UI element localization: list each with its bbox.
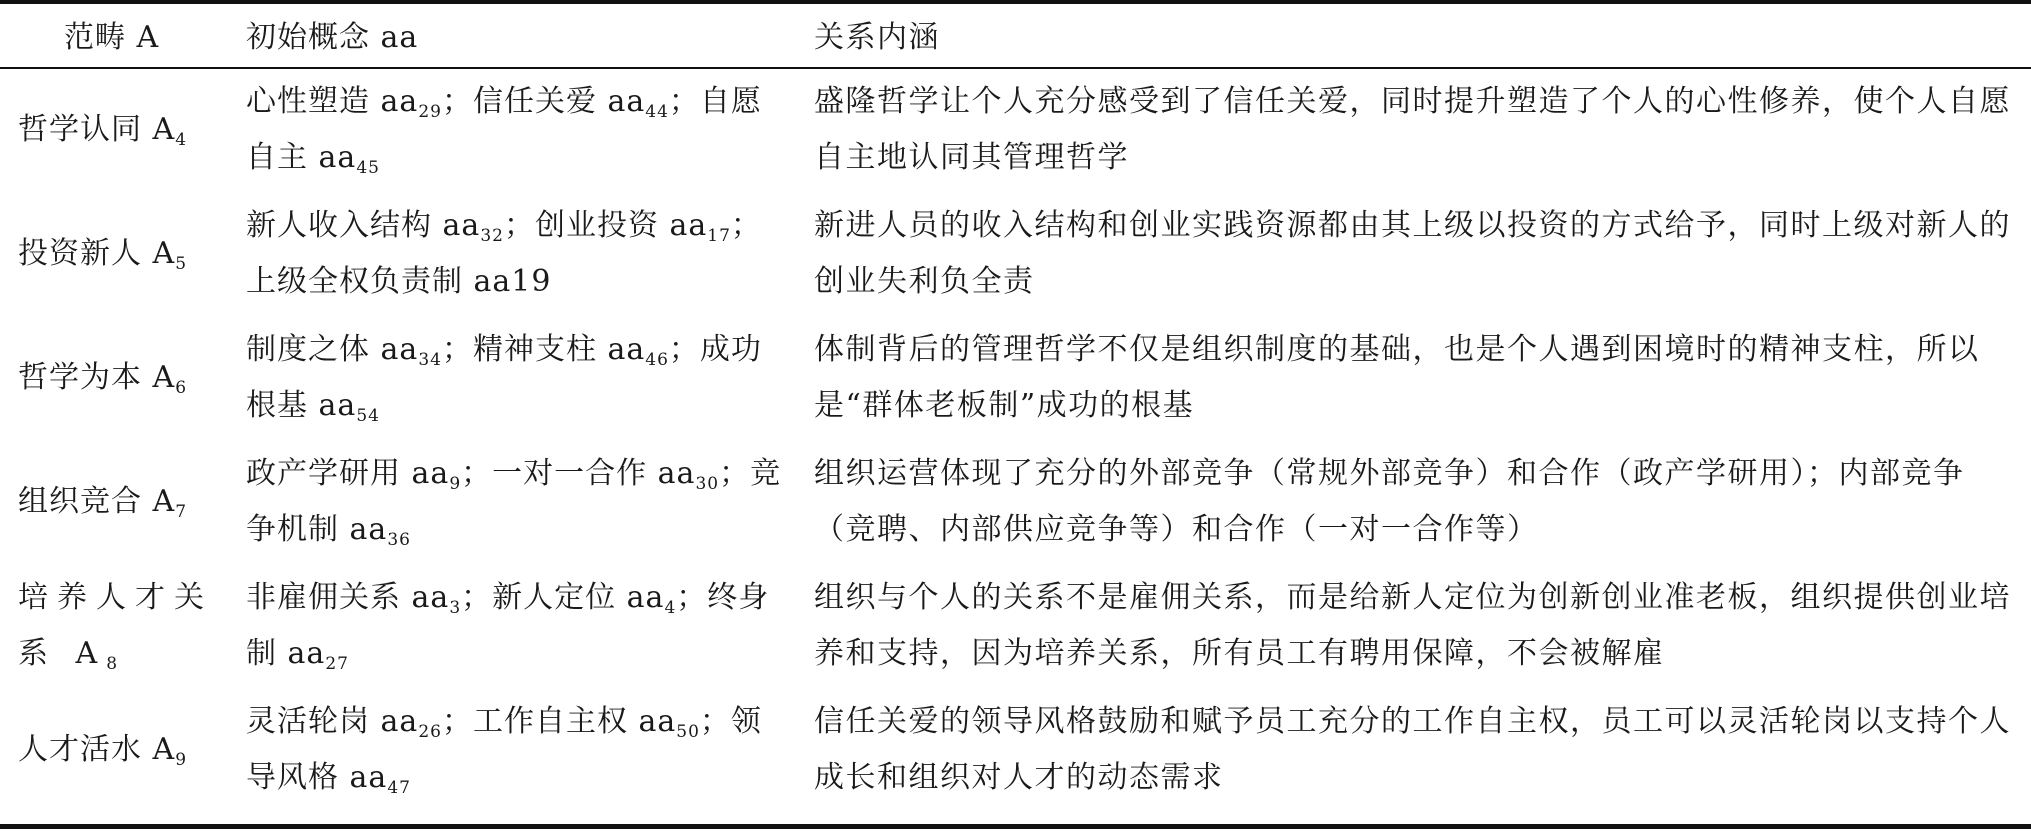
relation-meaning-cell: 信任关爱的领导风格鼓励和赋予员工充分的工作自主权，员工可以灵活轮岗以支持个人成长和组织对人才的动态需求 [814,704,2011,795]
concept-text: ；自愿自主 aa [246,84,762,175]
concept-text: ；精神支柱 aa [441,332,646,367]
concept-subscript: 46 [645,350,669,370]
concept-text: 心性塑造 aa [246,84,419,119]
concept-subscript: 32 [480,226,504,246]
concept-text: ；竞争机制 aa [246,456,782,547]
header-category: 范畴 A [64,20,160,55]
concept-subscript: 47 [387,778,411,798]
concept-subscript: 34 [418,350,442,370]
table-row [0,74,2031,198]
concept-text: 制度之体 aa [246,332,419,367]
table-bottom-rule [0,824,2031,829]
concept-text: ；终身制 aa [246,580,770,671]
header-relation-meaning: 关系内涵 [814,20,940,55]
concept-text: ；上级全权负责制 aa19 [246,208,762,299]
category-cell [18,474,218,530]
relation-meaning-cell: 组织运营体现了充分的外部竞争（常规外部竞争）和合作（政产学研用）；内部竞争（竞聘、内部供应竞争等）和合作（一对一合作等） [814,456,1965,547]
concept-subscript: 9 [449,474,462,494]
table-row [0,198,2031,322]
relation-meaning-cell: 体制背后的管理哲学不仅是组织制度的基础，也是个人遇到困境时的精神支柱，所以是“群体老板制”成功的根基 [814,332,1980,423]
initial-concept-cell [246,694,786,806]
concept-text: ；创业投资 aa [503,208,708,243]
concept-text: ；一对一合作 aa [461,456,696,491]
initial-concept-cell [246,198,786,310]
concept-subscript: 30 [695,474,720,494]
concept-text: ；信任关爱 aa [441,84,646,119]
category-cell [18,226,218,282]
concept-subscript: 17 [707,226,731,246]
category-subscript: 9 [175,750,188,770]
concept-subscript: 36 [387,530,411,550]
category-name: 人才活水 A [18,732,176,767]
concept-text: ；工作自主权 aa [441,704,677,739]
table-row [0,570,2031,694]
category-subscript: 4 [175,130,188,150]
category-cell [18,570,213,682]
concept-subscript: 4 [664,598,677,618]
category-subscript: 7 [175,502,188,522]
category-cell [18,102,218,158]
category-name: 哲学认同 A [18,112,176,147]
concept-subscript: 50 [676,722,700,742]
concept-text: 新人收入结构 aa [246,208,481,243]
concept-subscript: 27 [325,654,349,674]
table-header-row [0,4,2031,67]
concept-text: 灵活轮岗 aa [246,704,419,739]
relation-meaning-cell: 组织与个人的关系不是雇佣关系，而是给新人定位为创新创业准老板，组织提供创业培养和支持，因为培养关系，所有员工有聘用保障，不会被解雇 [814,580,2011,671]
category-subscript: 8 [106,654,127,674]
concept-text: 非雇佣关系 aa [246,580,450,615]
concept-text: 政产学研用 aa [246,456,450,491]
header-initial-concept: 初始概念 aa [246,20,419,55]
initial-concept-cell [246,322,786,434]
category-subscript: 5 [175,254,188,274]
concept-text: ；成功根基 aa [246,332,762,423]
category-cell [18,350,218,406]
initial-concept-cell [246,570,786,682]
category-name: 组织竞合 A [18,484,176,519]
table-row [0,322,2031,446]
concept-text: ；新人定位 aa [461,580,665,615]
concept-subscript: 3 [449,598,462,618]
concept-subscript: 45 [356,158,380,178]
category-subscript: 6 [175,378,188,398]
category-name: 哲学为本 A [18,360,176,395]
initial-concept-cell [246,74,786,186]
category-cell [18,722,218,778]
table-header-rule [0,67,2031,69]
concept-subscript: 44 [645,102,669,122]
concept-subscript: 54 [356,406,380,426]
category-name: 培养人才关系 A [18,580,213,671]
concept-text: ；领导风格 aa [246,704,762,795]
concept-subscript: 29 [418,102,442,122]
table-row [0,446,2031,570]
concept-subscript: 26 [418,722,442,742]
relation-meaning-cell: 新进人员的收入结构和创业实践资源都由其上级以投资的方式给予，同时上级对新人的创业失利负全责 [814,208,2011,299]
initial-concept-cell [246,446,786,558]
category-name: 投资新人 A [18,236,176,271]
table-row [0,694,2031,818]
relation-meaning-cell: 盛隆哲学让个人充分感受到了信任关爱，同时提升塑造了个人的心性修养，使个人自愿自主地认同其管理哲学 [814,84,2011,175]
